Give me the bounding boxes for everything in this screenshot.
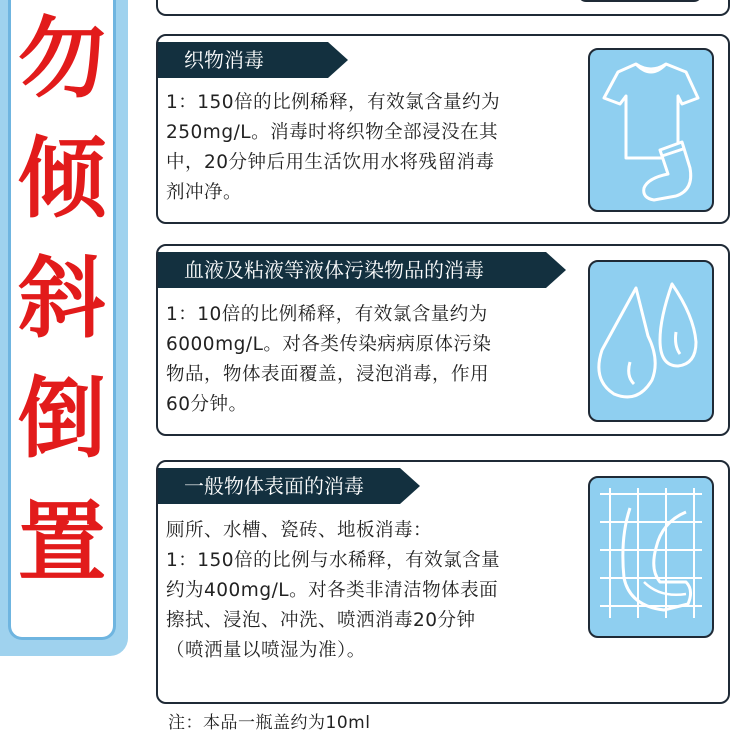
card-description bbox=[166, 516, 500, 666]
previous-card-fragment bbox=[156, 0, 730, 16]
tshirt-sock-icon bbox=[588, 48, 714, 212]
card-title: 一般物体表面的消毒 bbox=[158, 468, 400, 504]
card-liquid-contamination-disinfection bbox=[156, 244, 730, 436]
warning-char-5: 置 bbox=[17, 490, 106, 594]
card-textile-disinfection bbox=[156, 34, 730, 224]
warning-char-2: 倾 bbox=[17, 126, 106, 230]
desc-line: 剂冲净。 bbox=[166, 182, 243, 203]
desc-line: 250mg/L。消毒时将织物全部浸没在其 bbox=[166, 122, 499, 143]
desc-line: 6000mg/L。对各类传染病病原体污染 bbox=[166, 334, 492, 355]
desc-line: 中，20分钟后用生活饮用水将残留消毒 bbox=[166, 152, 495, 173]
card-surface-disinfection bbox=[156, 460, 730, 704]
desc-line: （喷洒量以喷湿为准）。 bbox=[166, 640, 366, 661]
desc-line: 约为400mg/L。对各类非清洁物体表面 bbox=[166, 580, 499, 601]
card-title: 血液及粘液等液体污染物品的消毒 bbox=[158, 252, 546, 288]
footnote: 注：本品一瓶盖约为10ml bbox=[168, 713, 371, 733]
desc-line: 厕所、水槽、瓷砖、地板消毒： bbox=[166, 520, 433, 541]
card-description bbox=[166, 88, 500, 208]
desc-line: 擦拭、浸泡、冲洗、喷洒消毒20分钟 bbox=[166, 610, 476, 631]
tiled-bathroom-icon bbox=[588, 476, 714, 638]
warning-char-4: 倒 bbox=[17, 366, 106, 470]
warning-panel bbox=[8, 0, 116, 640]
desc-line: 1：150倍的比例与水稀释，有效氯含量 bbox=[166, 550, 501, 571]
liquid-drops-icon bbox=[588, 260, 714, 422]
card-title: 织物消毒 bbox=[158, 42, 328, 78]
previous-card-icon-stub bbox=[578, 0, 702, 2]
warning-char-1: 勿 bbox=[17, 6, 106, 110]
card-description bbox=[166, 300, 491, 420]
warning-char-3: 斜 bbox=[17, 246, 106, 350]
desc-line: 物品，物体表面覆盖，浸泡消毒，作用 bbox=[166, 364, 490, 385]
desc-line: 1：150倍的比例稀释，有效氯含量约为 bbox=[166, 92, 501, 113]
desc-line: 1：10倍的比例稀释，有效氯含量约为 bbox=[166, 304, 488, 325]
desc-line: 60分钟。 bbox=[166, 394, 248, 415]
